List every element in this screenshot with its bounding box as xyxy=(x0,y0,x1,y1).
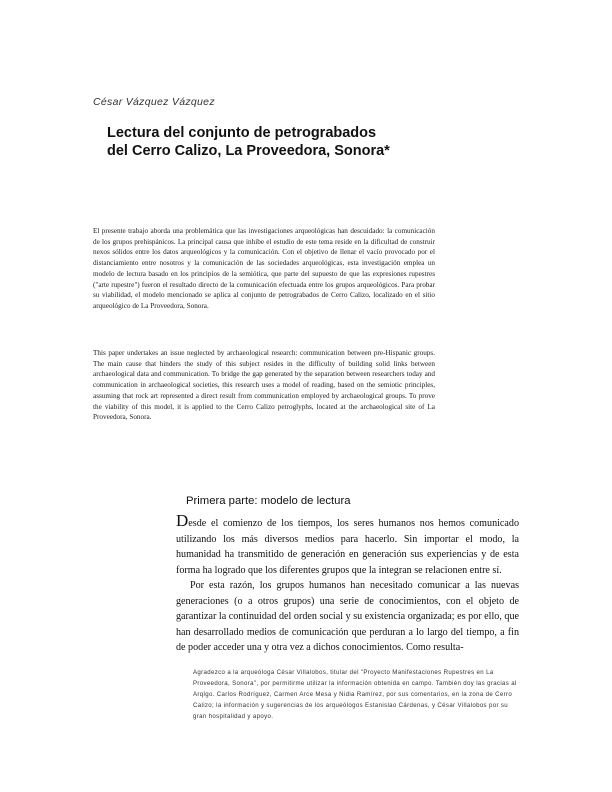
paragraph-1-text: esde el comienzo de los tiempos, los seres humanos nos hemos comunicado utilizando los más diversos medios para hacerlo. Sin importar el modo, la humanidad ha transmitido de generación en generación sus experiencias y de esta forma ha logrado que los diferentes grupos que la integran se relacionen entre sí. xyxy=(176,518,519,576)
author-name: César Vázquez Vázquez xyxy=(93,96,215,108)
body-text xyxy=(176,511,519,656)
body-paragraph-2: Por esta razón, los grupos humanos han necesitado comunicar a las nuevas generaciones (o a otros grupos) una serie de conocimientos, con el objeto de garantizar la continuidad del orden social y su existencia organizada; es por ello, que han desarrollado medios de comunicación que perduran a lo largo del tiempo, a fin de poder acceder una y otra vez a dichos conocimientos. Como resulta- xyxy=(176,580,519,653)
title-line-2: del Cerro Calizo, La Proveedora, Sonora* xyxy=(107,143,390,159)
abstract-spanish: El presente trabajo aborda una problemática que las investigaciones arqueológicas han descuidado: la comunicación de los grupos prehispánicos. La principal causa que inhibe el estudio de este tema reside en la dificultad de construir nexos sólidos entre los datos arqueológicos y la comunicación. Con el objetivo de llenar el vacío provocado por el distanciamiento entre nosotros y la comunicación de las sociedades arqueológicas, esta investigación emplea un modelo de lectura basado en los principios de la semiótica, que parte del supuesto de que las expresiones rupestres ("arte rupestre") fueron el resultado directo de la comunicación efectuada entre los grupos arqueológicos. Para probar su viabilidad, el modelo mencionado se aplica al conjunto de petrograbados de Cerro Calizo, localizado en el sitio arqueológico de La Proveedora, Sonora. xyxy=(93,227,435,310)
body-paragraph-1 xyxy=(176,511,519,578)
drop-cap: D xyxy=(176,511,189,530)
abstract-english: This paper undertakes an issue neglected by archaeological research: communication between pre-Hispanic groups. The main cause that hinders the study of this subject resides in the difficulty of building solid links between archaeological data and communication. To bridge the gap generated by the separation between researchers today and communication in archaeological societies, this research uses a model of reading, based on the semiotic principles, assuming that rock art represented a direct result from communication employed by archaeological groups. To prove the viability of this model, it is applied to the Cerro Calizo petroglyphs, located at the archaeological site of La Proveedora, Sonora. xyxy=(93,349,435,422)
title-line-1: Lectura del conjunto de petrograbados xyxy=(107,125,377,141)
section-heading: Primera parte: modelo de lectura xyxy=(186,495,351,507)
article-title xyxy=(107,124,507,160)
footnote: Agradezco a la arqueóloga César Villalobos, titular del "Proyecto Manifestaciones Rupestres en La Proveedora, Sonora", por permitirme utilizar la información obtenida en campo. También doy las gracias al Arqlgo. Carlos Rodríguez, Carmen Arce Mesa y Nidia Ramírez, por sus comentarios, en la zona de Cerro Calizo; la información y sugerencias de los arqueólogos Estanislao Cárdenas, y César Villalobos por su gran hospitalidad y apoyo. xyxy=(193,669,517,720)
